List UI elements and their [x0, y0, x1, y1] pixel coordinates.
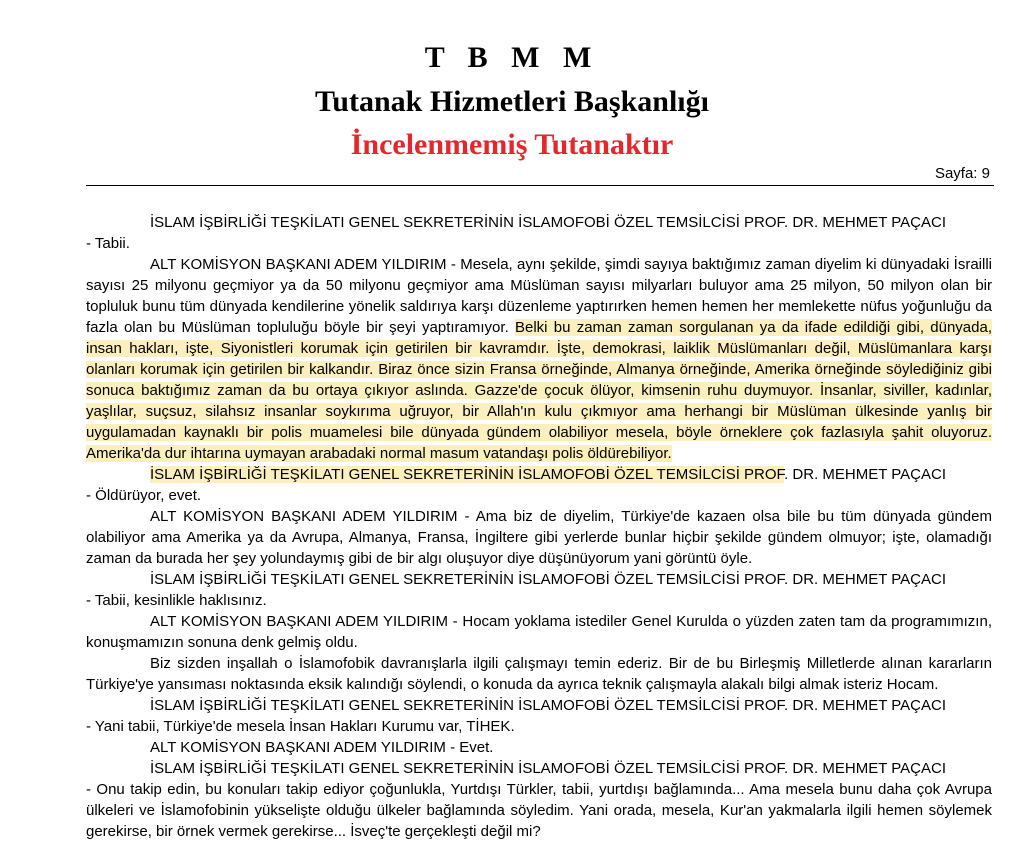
page-number: Sayfa: 9: [934, 165, 990, 182]
header-tbmm: T B M M: [424, 41, 600, 74]
paragraph: İSLAM İŞBİRLİĞİ TEŞKİLATI GENEL SEKRETERİNİN İSLAMOFOBİ ÖZEL TEMSİLCİSİ PROF. DR. MEHMET PAÇACI: [150, 214, 947, 231]
header-status: İncelenmemiş Tutanaktır: [350, 128, 674, 161]
paragraph: ALT KOMİSYON BAŞKANI ADEM YILDIRIM - Ama biz de diyelim, Türkiye'de kazaen olsa bile bu tüm dünyada gündem olabiliyor ama Amerika ya da Avrupa, Almanya, Fransa, İngiltere gibi yerlerde bunlar hiçbir şekilde gündem olmuyor; işte, olamadığı zaman da burada her şey yolundaymış gibi de bir algı oluşuyor diye düşünüyorum yani görüntü öyle.: [86, 508, 992, 567]
highlighted-text[interactable]: Belki bu zaman zaman sorgulanan ya da ifade edildiği gibi, dünyada, insan hakları, işte, Siyonistleri korumak için getirilen bir kavramdır. İşte, demokrasi, laiklik Müslümanları değil, Müslümanlara karşı olanları korumak için getirilen bir kalkandır. Biraz önce sizin Fransa örneğinde, Almanya örneğinde, Amerika örneğinde söylediğiniz gibi sonuca baktığımız zaman da bu ortaya çıkıyor aslında. Gazze'de çocuk ölüyor, kimsenin ruhu duymuyor. İnsanlar, siviller, kadınlar, yaşlılar, suçsuz, silahsız insanlar soykırıma uğruyor, bir Allah'ın kulu çıkmıyor ama herhangi bir Müslüman ülkesinde yanlış bir uygulamadan kaynaklı bir polis muamelesi bile dünyada gündem olabiliyor mesela, böyle örneklere çok fazlasıyla şahit oluyoruz. Amerika'da dur ihtarına uymayan arabadaki normal masum vatandaşı polis öldürebiliyor.: [86, 319, 992, 462]
paragraph: ALT KOMİSYON BAŞKANI ADEM YILDIRIM - Hocam yoklama istediler Genel Kurulda o yüzden zaten tam da programımızın, konuşmamızın sonuna denk gelmiş oldu.: [86, 613, 992, 651]
transcript-body: [86, 212, 992, 842]
paragraph: İSLAM İŞBİRLİĞİ TEŞKİLATI GENEL SEKRETERİNİN İSLAMOFOBİ ÖZEL TEMSİLCİSİ PROF. DR. MEHMET PAÇACI: [150, 571, 947, 588]
paragraph: ALT KOMİSYON BAŞKANI ADEM YILDIRIM - Evet.: [150, 739, 494, 756]
header-department: Tutanak Hizmetleri Başkanlığı: [315, 85, 709, 118]
paragraph-text: . DR. MEHMET PAÇACI: [784, 466, 947, 483]
paragraph: İSLAM İŞBİRLİĞİ TEŞKİLATI GENEL SEKRETERİNİN İSLAMOFOBİ ÖZEL TEMSİLCİSİ PROF. DR. MEHMET PAÇACI: [150, 760, 947, 777]
header-divider: [86, 185, 994, 186]
highlighted-text[interactable]: İSLAM İŞBİRLİĞİ TEŞKİLATI GENEL SEKRETERİNİN İSLAMOFOBİ ÖZEL TEMSİLCİSİ PROF: [150, 466, 785, 483]
paragraph-text: ALT KOMİSYON BAŞKANI ADEM YILDIRIM - Mesela, aynı şekilde, şimdi sayıya baktığımız zaman diyelim ki dünyadaki İsrailli sayısı 25 milyonu geçmiyor ya da 50 milyonu geçmiyor ama Müslüman sayısı milyarları buluyor ama 25 milyon, 50 milyon olan bir topluluk bunu tüm dünyada kendilerine yönelik saldırıya karşı düzenleme yaptırırken hemen hemen her memlekette nüfus yoğunluğu da fazla olan bu Müslüman topluluğu böyle bir şeyi yaptıramıyor.: [86, 256, 992, 336]
paragraph: - Tabii, kesinlikle haklısınız.: [86, 592, 267, 609]
paragraph: - Öldürüyor, evet.: [86, 487, 202, 504]
paragraph: [86, 464, 992, 485]
paragraph: - Onu takip edin, bu konuları takip ediyor çoğunlukla, Yurtdışı Türkler, tabii, yurtdışı bağlamında... Ama mesela bunu daha çok Avrupa ülkeleri ve İslamofobinin yükselişte olduğu ülkeler bağlamında söyledim. Yani orada, mesela, Kur'an yakmalarla ilgili hemen söylemek gerekirse, bir örnek vermek gerekirse... İsveç'te gerçekleşti değil mi?: [86, 781, 992, 840]
paragraph: [86, 254, 992, 464]
paragraph: Biz sizden inşallah o İslamofobik davranışlarla ilgili çalışmayı temin ederiz. Bir de bu Birleşmiş Milletlerde alınan kararların Türkiye'ye yansıması noktasında eksik kalındığı söylendi, o konuda da ayrıca teknik çalışmayla alakalı bilgi almak isteriz Hocam.: [86, 655, 992, 693]
paragraph: - Yani tabii, Türkiye'de mesela İnsan Hakları Kurumu var, TİHEK.: [86, 718, 515, 735]
paragraph: - Tabii.: [86, 235, 130, 252]
paragraph: İSLAM İŞBİRLİĞİ TEŞKİLATI GENEL SEKRETERİNİN İSLAMOFOBİ ÖZEL TEMSİLCİSİ PROF. DR. MEHMET PAÇACI: [150, 697, 947, 714]
